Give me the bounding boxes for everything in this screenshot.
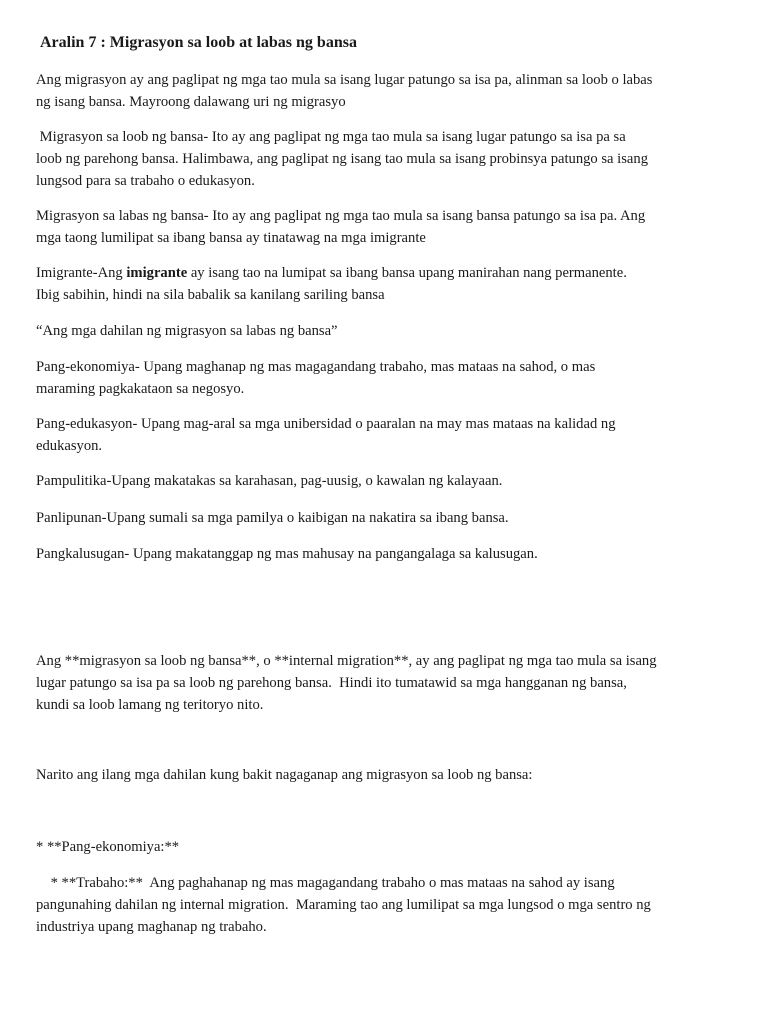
text-line: * **Trabaho:** Ang paghahanap ng mas magagandang trabaho o mas mataas na sahod ay isang: [36, 875, 615, 891]
text-line: lungsod para sa trabaho o edukasyon.: [36, 173, 255, 189]
external-migration-paragraph: [36, 205, 736, 249]
text-line: ng isang bansa. Mayroong dalawang uri ng migrasyo: [36, 94, 346, 110]
internal-migration-paragraph: [36, 126, 736, 192]
text-line: Migrasyon sa loob ng bansa- Ito ay ang paglipat ng mga tao mula sa isang lugar patungo sa isa pa sa: [36, 129, 626, 145]
text-line: edukasyon.: [36, 438, 103, 454]
text-line: Pang-edukasyon- Upang mag-aral sa mga unibersidad o paaralan na may mas mataas na kalidad ng: [36, 416, 616, 432]
text-line: Pang-ekonomiya- Upang maghanap ng mas magagandang trabaho, mas mataas na sahod, o mas: [36, 359, 596, 375]
text-line: Migrasyon sa labas ng bansa- Ito ay ang paglipat ng mga tao mula sa isang bansa patungo sa isa pa. Ang: [36, 208, 646, 224]
text-line: loob ng parehong bansa. Halimbawa, ang paglipat ng isang tao mula sa isang probinsya patungo sa isang: [36, 151, 648, 167]
lesson-title: Aralin 7 : Migrasyon sa loob at labas ng bansa: [40, 34, 357, 51]
text-line: Ang **migrasyon sa loob ng bansa**, o **internal migration**, ay ang paglipat ng mga tao mula sa isang: [36, 653, 657, 669]
reasons-heading: “Ang mga dahilan ng migrasyon sa labas ng bansa”: [36, 323, 338, 339]
text-line: industriya upang maghanap ng trabaho.: [36, 919, 267, 935]
text-fragment: ay isang tao na lumipat sa ibang bansa upang manirahan nang permanente.: [187, 265, 627, 281]
immigrant-definition-paragraph: [36, 262, 736, 306]
bullet-work-paragraph: [36, 872, 736, 938]
text-line: mga taong lumilipat sa ibang bansa ay tinatawag na mga imigrante: [36, 230, 426, 246]
text-line: lugar patungo sa isa pa sa loob ng parehong bansa. Hindi ito tumatawid sa mga hangganan ng bansa,: [36, 675, 627, 691]
text-line: kundi sa loob lamang ng teritoryo nito.: [36, 697, 264, 713]
political-reason-paragraph: Pampulitika-Upang makatakas sa karahasan, pag-uusig, o kawalan ng kalayaan.: [36, 473, 503, 489]
internal-reasons-intro: Narito ang ilang mga dahilan kung bakit nagaganap ang migrasyon sa loob ng bansa:: [36, 767, 533, 783]
bullet-economic-heading: * **Pang-ekonomiya:**: [36, 839, 180, 855]
bold-term: imigrante: [126, 265, 188, 281]
social-reason-paragraph: Panlipunan-Upang sumali sa mga pamilya o kaibigan na nakatira sa ibang bansa.: [36, 510, 509, 526]
text-line: maraming pagkakataon sa negosyo.: [36, 381, 245, 397]
text-fragment: Imigrante-Ang: [36, 265, 127, 281]
text-line: [36, 262, 736, 284]
health-reason-paragraph: Pangkalusugan- Upang makatanggap ng mas mahusay na pangangalaga sa kalusugan.: [36, 546, 538, 562]
text-line: Ibig sabihin, hindi na sila babalik sa kanilang sariling bansa: [36, 287, 385, 303]
text-line: pangunahing dahilan ng internal migration. Maraming tao ang lumilipat sa mga lungsod o mga sentro ng: [36, 897, 651, 913]
text-line: Ang migrasyon ay ang paglipat ng mga tao mula sa isang lugar patungo sa isa pa, alinman sa loob o labas: [36, 72, 653, 88]
intro-paragraph: [36, 69, 736, 113]
internal-migration-definition-paragraph: [36, 650, 736, 716]
economic-reason-paragraph: [36, 356, 736, 400]
education-reason-paragraph: [36, 413, 736, 457]
